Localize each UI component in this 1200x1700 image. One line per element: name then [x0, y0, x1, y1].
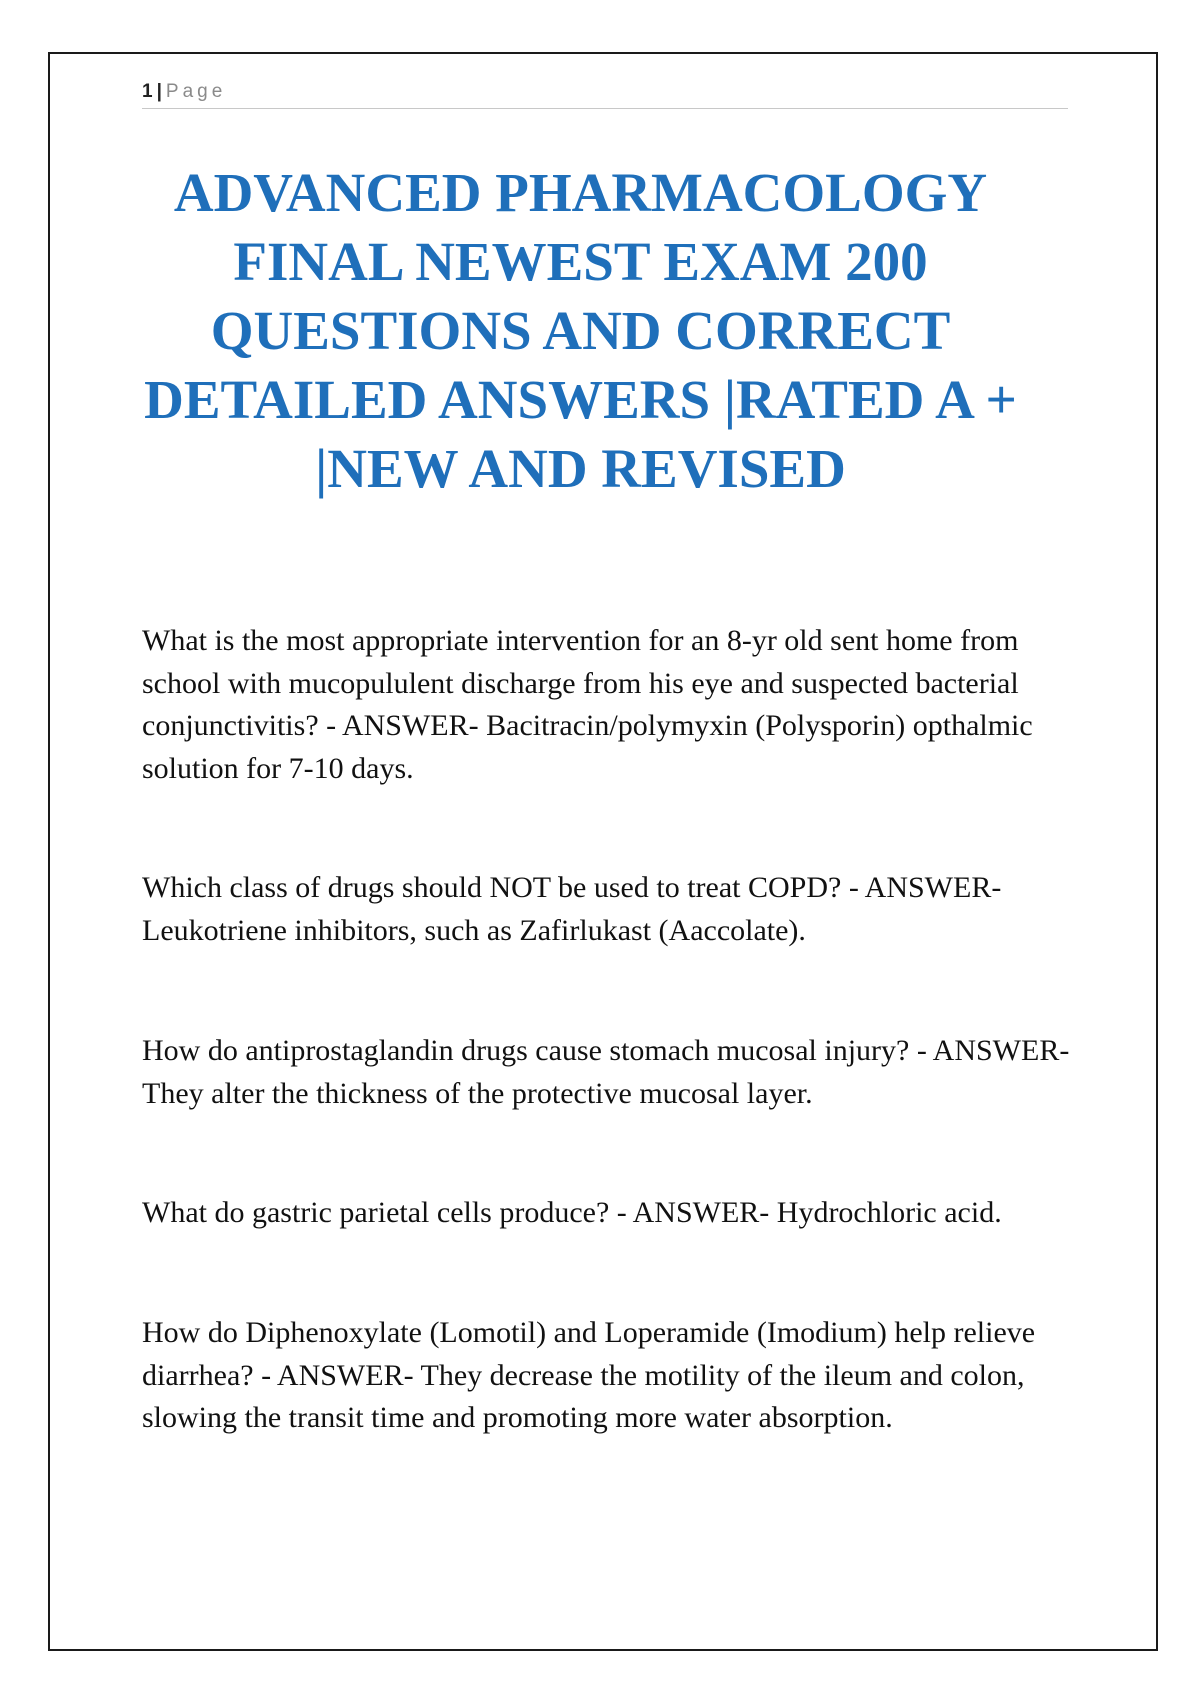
qa-item: How do antiprostaglandin drugs cause stomach mucosal injury? - ANSWER- They alter the thickness of the protective mucosal layer. — [142, 1034, 1070, 1110]
page-number: 1 — [142, 81, 153, 102]
qa-item: What is the most appropriate intervention for an 8-yr old sent home from school with mucopululent discharge from his eye and suspected bacterial conjunctivitis? - ANSWER- Bacitracin/polymyxin (Polysporin) opthalmic solution for 7-10 days. — [142, 624, 1033, 785]
document-title: ADVANCED PHARMACOLOGY FINAL NEWEST EXAM 200 QUESTIONS AND CORRECT DETAILED ANSWERS |RATED A + |NEW AND REVISED — [144, 162, 1017, 499]
header-separator: | — [156, 81, 162, 102]
page-header — [142, 80, 1068, 109]
qa-item: Which class of drugs should NOT be used to treat COPD? - ANSWER- Leukotriene inhibitors, such as Zafirlukast (Aaccolate). — [142, 871, 1002, 947]
page-word: Page — [165, 81, 227, 102]
qa-item: What do gastric parietal cells produce? - ANSWER- Hydrochloric acid. — [142, 1196, 1002, 1229]
qa-item: How do Diphenoxylate (Lomotil) and Loperamide (Imodium) help relieve diarrhea? - ANSWER- They decrease the motility of the ileum and colon, slowing the transit time and promoting more water absorption. — [142, 1316, 1036, 1434]
